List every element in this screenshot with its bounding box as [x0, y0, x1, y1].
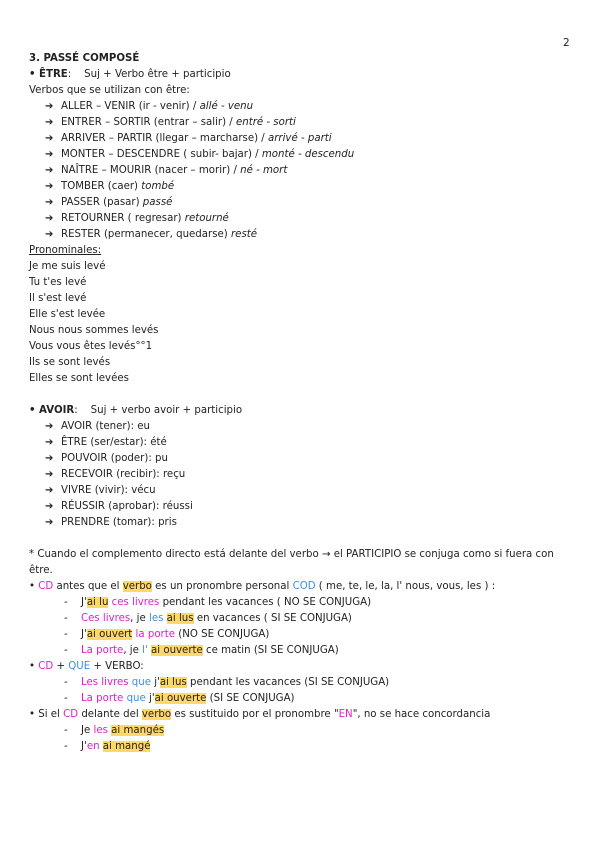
pronominal-item: Ils se sont levés [29, 357, 111, 368]
participle-text: arrivé - parti [267, 133, 332, 144]
list-item [29, 643, 574, 659]
pronoun-span: en [86, 741, 100, 752]
dash-bullet: - [64, 613, 68, 624]
arrow-right-icon: ➔ [45, 101, 54, 112]
verbo-term: verbo [141, 709, 172, 720]
arrow-right-icon: ➔ [45, 149, 54, 160]
verb-text: ALLER – VENIR (ir - venir) / [61, 101, 200, 112]
pronominal-item: Je me suis levé [29, 261, 106, 272]
arrow-right-icon: ➔ [45, 501, 54, 512]
cd-span: La porte [81, 645, 124, 656]
etre-verb-item [29, 131, 574, 147]
verb-text: POUVOIR (poder): pu [61, 453, 168, 464]
etre-verb-item [29, 211, 574, 227]
text-span: + [53, 661, 69, 672]
highlight-span: ai lus [166, 613, 194, 624]
avoir-rule: Suj + verbo avoir + participio [90, 405, 243, 416]
avoir-verb-item [29, 515, 574, 531]
etre-rule: Suj + Verbo être + participio [84, 69, 231, 80]
text-span: , je [130, 613, 149, 624]
verb-text: RETOURNER ( regresar) [61, 213, 185, 224]
text-span: es un pronombre personal [151, 581, 293, 592]
participle-text: resté [230, 229, 258, 240]
highlight-span: ai lus [159, 677, 187, 688]
list-item [29, 723, 574, 739]
arrow-right-icon: ➔ [45, 517, 54, 528]
rule-cd-cod [29, 579, 574, 595]
cd-span: la porte [135, 629, 176, 640]
pronominal-item: Elle s'est levée [29, 309, 106, 320]
text-span: ( me, te, le, la, l' nous, vous, les ) : [315, 581, 496, 592]
arrow-right-icon: ➔ [45, 213, 54, 224]
verb-text: TOMBER (caer) [61, 181, 142, 192]
highlight-span: ai ouvert [86, 629, 133, 640]
list-item [29, 675, 574, 691]
text-span: antes que el [53, 581, 123, 592]
participle-text: allé - venu [199, 101, 254, 112]
list-item [29, 595, 574, 611]
text-span: ", no se hace concordancia [352, 709, 491, 720]
text-span: j' [151, 677, 160, 688]
arrow-right-icon: ➔ [45, 181, 54, 192]
arrow-right-icon: ➔ [45, 133, 54, 144]
cd-term: CD [38, 661, 54, 672]
pronoun-span: les [149, 613, 164, 624]
avoir-verb-item [29, 419, 574, 435]
list-item [29, 691, 574, 707]
text-span: J' [81, 597, 87, 608]
en-term: EN [338, 709, 353, 720]
etre-label: • ÊTRE [29, 69, 68, 80]
text-span: • Si el [29, 709, 64, 720]
pronominales-label: Pronominales: [29, 245, 102, 256]
arrow-right-icon: ➔ [45, 165, 54, 176]
participle-text: passé [142, 197, 173, 208]
text-span: delante del [78, 709, 142, 720]
verb-text: RECEVOIR (recibir): reçu [61, 469, 186, 480]
dash-bullet: - [64, 725, 68, 736]
avoir-label: • AVOIR [29, 405, 75, 416]
text-span: Je [81, 725, 94, 736]
participle-text: tombé [141, 181, 175, 192]
arrow-right-icon: ➔ [45, 437, 54, 448]
highlight-span: ai ouverte [154, 693, 207, 704]
verb-text: RÉUSSIR (aprobar): réussi [61, 501, 193, 512]
text-span: , je [123, 645, 143, 656]
etre-verb-item [29, 195, 574, 211]
cd-span: La porte [81, 693, 124, 704]
cd-term: CD [63, 709, 79, 720]
highlight-span: ai mangé [102, 741, 151, 752]
etre-verb-item [29, 163, 574, 179]
participle-text: monté - descendu [261, 149, 355, 160]
arrow-right-icon: ➔ [45, 469, 54, 480]
avoir-verb-item [29, 435, 574, 451]
highlight-span: ai mangés [111, 725, 165, 736]
pronominal-item: Elles se sont levées [29, 373, 129, 384]
text-span: (NO SE CONJUGA) [175, 629, 270, 640]
dash-bullet: - [64, 645, 68, 656]
text-span: pendant les vacances (SI SE CONJUGA) [186, 677, 390, 688]
spacer [29, 531, 574, 547]
pronoun-span: l' [142, 645, 148, 656]
text-span: ce matin (SI SE CONJUGA) [202, 645, 339, 656]
dash-bullet: - [64, 597, 68, 608]
participle-text: entré - sorti [235, 117, 296, 128]
note-paragraph: * Cuando el complemento directo está delante del verbo → el PARTICIPIO se conjuga como si fuera con être. [29, 549, 554, 576]
verb-text: PRENDRE (tomar): pris [61, 517, 177, 528]
text-span: + VERBO: [90, 661, 144, 672]
etre-verb-item [29, 115, 574, 131]
text-span: pendant les vacances ( NO SE CONJUGA) [159, 597, 372, 608]
dash-bullet: - [64, 677, 68, 688]
arrow-right-icon: ➔ [45, 117, 54, 128]
etre-intro: Verbos que se utilizan con être: [29, 85, 190, 96]
arrow-right-icon: ➔ [45, 453, 54, 464]
highlight-span: ai ouverte [151, 645, 203, 656]
cd-span: Les livres [81, 677, 129, 688]
highlight-span: ai lu [86, 597, 109, 608]
arrow-right-icon: ➔ [45, 485, 54, 496]
verb-text: VIVRE (vivir): vécu [61, 485, 156, 496]
dash-bullet: - [64, 693, 68, 704]
page-number: 2 [563, 37, 570, 49]
bullet: • [29, 581, 39, 592]
spacer [29, 387, 574, 403]
avoir-rule-line: • AVOIR: Suj + verbo avoir + participio [29, 405, 243, 416]
pronominal-item: Vous vous êtes levés°°1 [29, 341, 153, 352]
pronominal-item: Tu t'es levé [29, 277, 87, 288]
que-span: que [131, 677, 151, 688]
text-span: es sustituido por el pronombre " [171, 709, 339, 720]
verb-text: NAÎTRE – MOURIR (nacer – morir) / [61, 165, 241, 176]
text-span: J' [81, 741, 87, 752]
verb-text: ENTRER – SORTIR (entrar – salir) / [61, 117, 236, 128]
pronominal-item: Il s'est levé [29, 293, 87, 304]
avoir-verb-list [29, 419, 574, 531]
verb-text: ÊTRE (ser/estar): été [61, 437, 167, 448]
list-item [29, 611, 574, 627]
verb-text: ARRIVER – PARTIR (llegar – marcharse) / [61, 133, 268, 144]
verb-text: PASSER (pasar) [61, 197, 143, 208]
participle-text: né - mort [240, 165, 288, 176]
que-term: QUE [68, 661, 91, 672]
rule-en [29, 707, 574, 723]
pronominales-list [29, 259, 574, 387]
que-span: que [126, 693, 146, 704]
list-item [29, 739, 574, 755]
verb-text: AVOIR (tener): eu [61, 421, 150, 432]
pronominal-item: Nous nous sommes levés [29, 325, 159, 336]
avoir-verb-item [29, 467, 574, 483]
section-title: 3. PASSÉ COMPOSÉ [29, 53, 140, 64]
pronoun-span: les [93, 725, 108, 736]
dash-bullet: - [64, 629, 68, 640]
list-item [29, 627, 574, 643]
avoir-verb-item [29, 483, 574, 499]
arrow-right-icon: ➔ [45, 197, 54, 208]
dash-bullet: - [64, 741, 68, 752]
etre-verb-item [29, 227, 574, 243]
cd-span: ces livres [111, 597, 160, 608]
text-span: en vacances ( SI SE CONJUGA) [193, 613, 352, 624]
text-span: J' [81, 629, 87, 640]
etre-verb-item [29, 99, 574, 115]
verb-text: RESTER (permanecer, quedarse) [61, 229, 231, 240]
arrow-right-icon: ➔ [45, 229, 54, 240]
cd-span: Ces livres [81, 613, 131, 624]
etre-rule-line: • ÊTRE: Suj + Verbo être + participio [29, 69, 231, 80]
cod-term: COD [292, 581, 316, 592]
etre-verb-item [29, 179, 574, 195]
etre-verb-item [29, 147, 574, 163]
verbo-term: verbo [122, 581, 152, 592]
participle-text: retourné [184, 213, 229, 224]
text-span: j' [145, 693, 155, 704]
avoir-verb-item [29, 451, 574, 467]
avoir-verb-item [29, 499, 574, 515]
verb-text: MONTER – DESCENDRE ( subir- bajar) / [61, 149, 262, 160]
text-span: (SI SE CONJUGA) [206, 693, 295, 704]
bullet: • [29, 661, 39, 672]
cd-term: CD [38, 581, 54, 592]
document-body [29, 51, 574, 755]
arrow-right-icon: ➔ [45, 421, 54, 432]
rule-cd-que [29, 659, 574, 675]
etre-verb-list [29, 99, 574, 243]
